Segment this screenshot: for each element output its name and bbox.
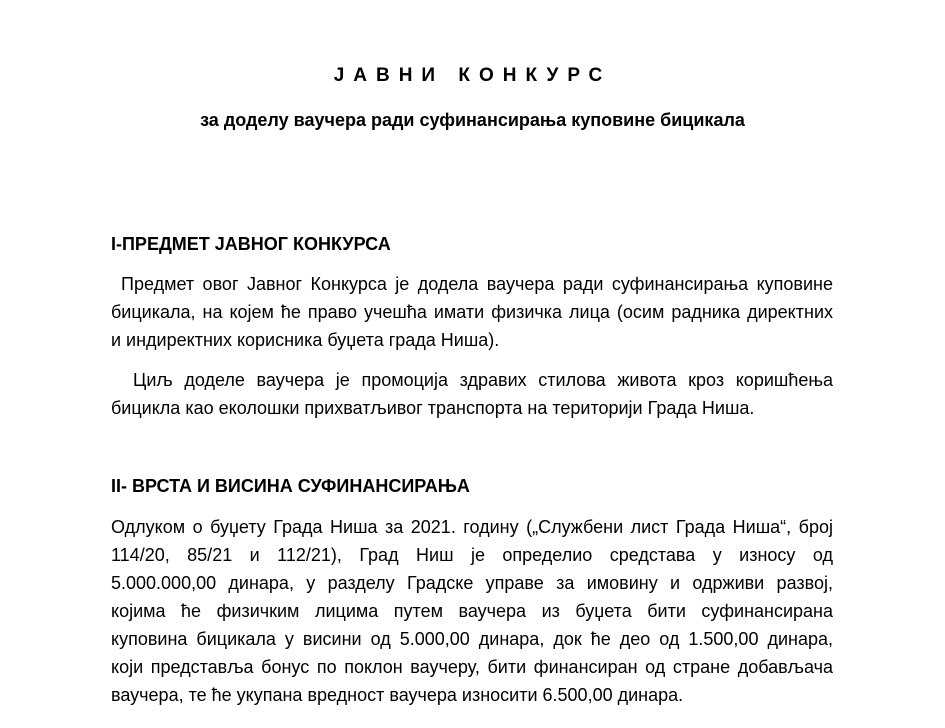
paragraph-subject — [111, 270, 833, 354]
paragraph-line: Предмет овог Јавног Конкурса је додела ваучера ради суфинансирања куповине — [121, 274, 833, 294]
paragraph-line: којима ће физичким лицима путем ваучера из буџета бити суфинансирана — [111, 601, 833, 621]
section-heading-subject: I-ПРЕДМЕТ ЈАВНОГ КОНКУРСА — [111, 234, 391, 254]
paragraph-line: 5.000.000,00 динара, у разделу Градске управе за имовину и одрживи развој, — [111, 573, 833, 593]
paragraph-line: 114/20, 85/21 и 112/21), Град Ниш је определио средстава у износу од — [111, 545, 833, 565]
paragraph-line: бицикала, на којем ће право учешћа имати физичка лица (осим радника директних — [111, 302, 833, 322]
paragraph-line: ваучера, те ће укупана вредност ваучера износити 6.500,00 динара. — [111, 685, 684, 705]
paragraph-line: Одлуком о буџету Града Ниша за 2021. годину („Службени лист Града Ниша“, број — [111, 517, 833, 537]
paragraph-line: бицикла као еколошки прихватљивог транспорта на територији Града Ниша. — [111, 398, 755, 418]
paragraph-line: Циљ доделе ваучера је промоција здравих стилова живота кроз коришћења — [133, 370, 833, 390]
document-title: ЈАВНИ КОНКУРС — [333, 65, 612, 86]
paragraph-line: куповина бицикала у висини од 5.000,00 динара, док ће део од 1.500,00 динара, — [111, 629, 833, 649]
paragraph-line: и индиректних корисника буџета града Ниша). — [111, 330, 500, 350]
paragraph-line: који представља бонус по поклон ваучеру, бити финансиран од стране добављача — [111, 657, 833, 677]
section-heading-type-amount: II- ВРСТА И ВИСИНА СУФИНАНСИРАЊА — [111, 476, 470, 496]
paragraph-budget — [111, 513, 833, 709]
paragraph-goal — [111, 366, 833, 422]
document-subtitle: за доделу ваучера ради суфинансирања куповине бицикала — [200, 110, 745, 130]
